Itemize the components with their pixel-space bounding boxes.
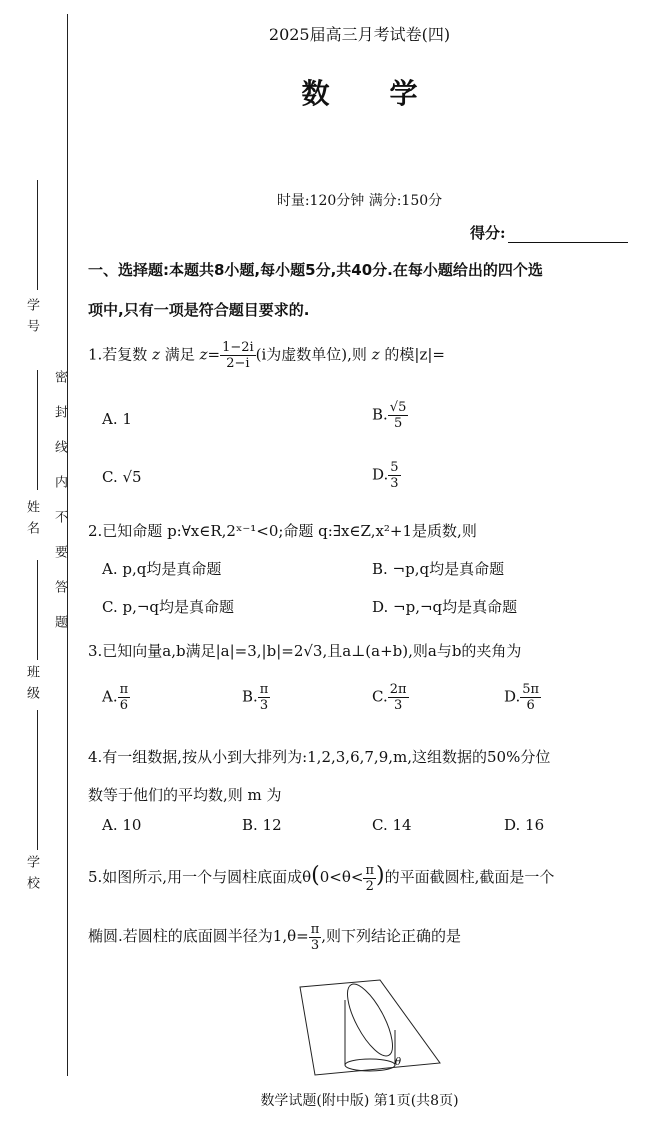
question-3: 3.已知向量a,b满足|a|=3,|b|=2√3,且a⊥(a+b),则a与b的夹角为: [88, 642, 522, 660]
student-id-label: 学 号: [24, 298, 39, 335]
question-5-line-2: 椭圆.若圆柱的底面圆半径为1,θ= $\frac{\pi}{3}$ ,则下列结论正确的是: [88, 921, 462, 953]
student-id-blank: [37, 180, 38, 290]
q1-option-d: D. $\frac{5}{3}$: [372, 460, 399, 491]
school-label: 学 校: [24, 855, 39, 892]
section-line-1: 一、选择题:本题共8小题,每小题5分,共40分.在每小题给出的四个选: [88, 261, 543, 279]
question-4: [88, 738, 643, 814]
q3-option-c: C. $\frac{2\pi}{3}$: [372, 682, 407, 713]
q3-option-b: B. $\frac{\pi}{3}$: [242, 682, 269, 713]
q1-prefix: 1.若复数: [88, 345, 148, 364]
theta-label: θ: [395, 1057, 402, 1068]
q1-suffix2: 的模|z|=: [384, 345, 445, 364]
q1-option-c: C. √5: [102, 468, 142, 486]
section-line-2: 项中,只有一项是符合题目要求的.: [88, 301, 310, 319]
section-ellipse: [339, 978, 401, 1062]
q4-line-2: 数等于他们的平均数,则 m 为: [88, 786, 282, 804]
q4-option-d: D. 16: [504, 816, 545, 834]
section-heading: [88, 250, 643, 330]
cylinder-section-figure: [295, 975, 445, 1080]
q1-eq: z=: [199, 345, 221, 364]
subject-title: 数学: [301, 77, 478, 110]
score-field: [470, 222, 628, 243]
q3-option-d: D. $\frac{5\pi}{6}$: [504, 682, 540, 713]
q4-option-a: A. 10: [102, 816, 142, 834]
score-blank[interactable]: [508, 226, 628, 243]
q1-option-b: B. $\frac{√5}{5}$: [372, 400, 407, 431]
cutting-plane: [300, 980, 440, 1075]
time-info: 时量:120分钟 满分:150分: [276, 193, 443, 209]
exam-title: 2025届高三月考试卷(四): [268, 25, 451, 44]
q4-line-1: 4.有一组数据,按从小到大排列为:1,2,3,6,7,9,m,这组数据的50%分位: [88, 748, 551, 766]
q3-option-a: A. $\frac{\pi}{6}$: [102, 682, 129, 713]
score-label: 得分:: [470, 224, 506, 242]
q1-option-a: A. 1: [102, 410, 132, 428]
name-blank: [37, 370, 38, 490]
school-blank: [37, 710, 38, 850]
name-label: 姓 名: [24, 500, 39, 537]
question-2: 2.已知命题 p:∀x∈R,2ˣ⁻¹<0;命题 q:∃x∈Z,x²+1是质数,则: [88, 522, 477, 540]
cylinder-base: [345, 1059, 395, 1071]
q1-suffix: (i为虚数单位),则: [255, 345, 367, 364]
class-label: 班 级: [24, 665, 39, 702]
seal-warning: 密封线内不要答题: [52, 370, 67, 650]
q4-option-c: C. 14: [372, 816, 412, 834]
q4-option-b: B. 12: [242, 816, 282, 834]
q2-option-a: A. p,q均是真命题: [102, 560, 222, 578]
q2-option-d: D. ¬p,¬q均是真命题: [372, 598, 518, 616]
q2-option-b: B. ¬p,q均是真命题: [372, 560, 505, 578]
question-5-line-1: 5.如图所示,用一个与圆柱底面成θ(0<θ< $\frac{\pi}{2}$ )的平面截圆柱,截面是一个: [88, 862, 555, 894]
question-1: 1.若复数 z 满足 z= $\frac{1-2i}{2-i}$ (i为虚数单位),则 z 的模|z|=: [88, 340, 445, 371]
page-footer: 数学试题(附中版) 第1页(共8页): [260, 1093, 459, 1109]
q1-fraction: $\frac{1-2i}{2-i}$: [222, 340, 254, 371]
q1-mid: 满足: [164, 345, 195, 364]
q2-option-c: C. p,¬q均是真命题: [102, 598, 235, 616]
class-blank: [37, 560, 38, 660]
